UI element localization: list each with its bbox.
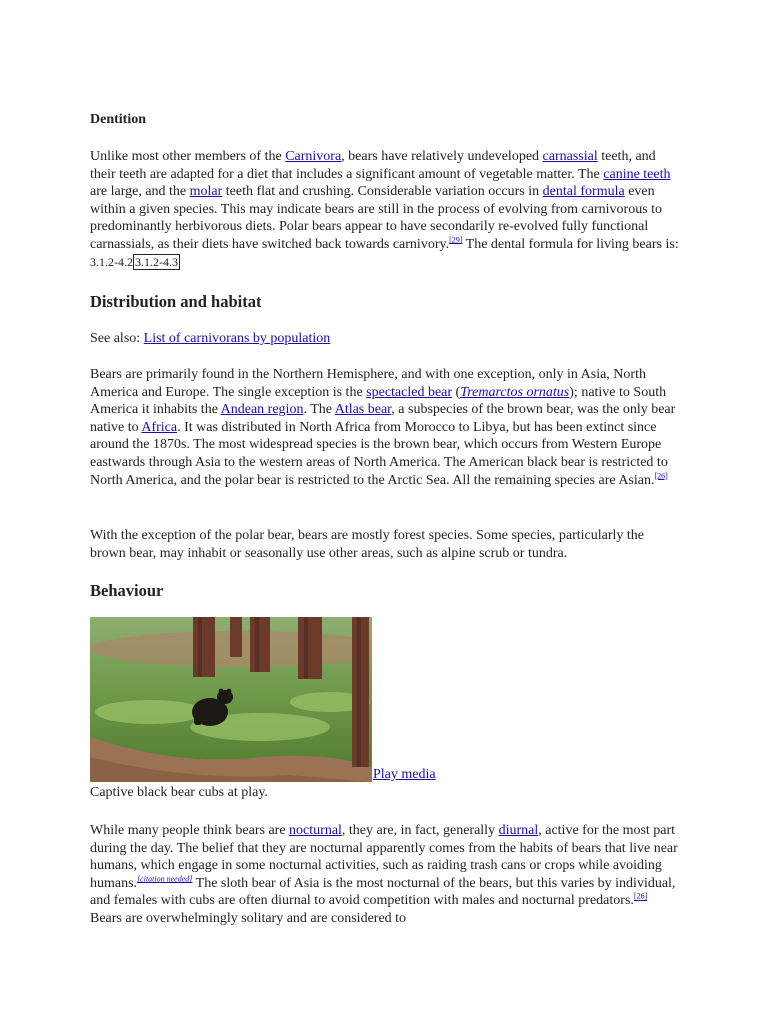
text-run: Bears are primarily found in the Northern Hemisphere, and with one exception, only in Asia, North America and Europe. The single exception is the — [90, 367, 646, 400]
link-list-of-carnivorans[interactable]: List of carnivorans by population — [143, 331, 331, 346]
see-also-line — [90, 330, 680, 348]
link-andean-region[interactable]: Andean region — [220, 402, 304, 418]
text-run: teeth flat and crushing. Considerable variation occurs in — [222, 184, 543, 200]
dentition-paragraph — [90, 148, 680, 271]
bear-cubs-photo[interactable] — [90, 617, 372, 782]
citation-needed-link[interactable]: [citation needed] — [137, 874, 193, 884]
distribution-paragraph-2: With the exception of the polar bear, bears are mostly forest species. Some species, particularly the brown bear, may inhabit or seasonally use other areas, such as alpine scrub or tundra. — [90, 528, 645, 561]
text-run: are large, and the — [90, 184, 190, 200]
text-run: even within a given species. This may indicate bears are still in the process of evolving from carnivorous to predominantly herbivorous diets. Polar bears appear to have secondarily re-evolved fully functional carnassials, as their diets have switched back towards carnivory. — [90, 184, 663, 252]
text-run: . It was distributed in North Africa from Morocco to Libya, but has been extinct since around the 1870s. The most widespread species is the brown bear, which occurs from Western Europe eastwards through Asia to the western areas of North America. The American black bear is restricted to North America, and the polar bear is restricted to the Arctic Sea. All the remaining species are Asian. — [90, 419, 668, 488]
link-spectacled-bear[interactable]: spectacled bear — [366, 384, 453, 400]
section-heading-behaviour: Behaviour — [90, 581, 164, 600]
link-diurnal[interactable]: diurnal — [498, 823, 539, 838]
link-canine-teeth[interactable]: canine teeth — [603, 166, 671, 182]
dental-formula-boxed: 3.1.2-4.3 — [135, 254, 178, 269]
dental-formula-value: 3.1.2-4.2 — [90, 254, 133, 269]
text-run: ( — [452, 384, 461, 400]
link-carnivora[interactable]: Carnivora — [285, 149, 342, 164]
text-run: Unlike most other members of the — [90, 149, 286, 164]
link-nocturnal[interactable]: nocturnal — [289, 823, 342, 838]
play-media-link[interactable]: Play media — [373, 767, 436, 782]
text-run: , a subspecies of the brown bear, was the only bear native to — [90, 402, 676, 435]
section-heading-distribution: Distribution and habitat — [90, 292, 262, 311]
link-atlas-bear[interactable]: Atlas bear — [334, 402, 392, 418]
reference-link-26b[interactable]: [26] — [633, 891, 648, 901]
link-dental-formula[interactable]: dental formula — [542, 184, 625, 200]
text-run: , active for the most part during the day. The belief that they are nocturnal apparently comes from the habits of bears that live near humans, which engage in some nocturnal activities, such as raiding trash cans or crops while avoiding humans. — [90, 823, 678, 891]
behaviour-paragraph — [90, 822, 680, 928]
distribution-paragraph-1 — [90, 366, 680, 489]
text-run: , they are, in fact, generally — [341, 823, 499, 838]
link-tremarctos-ornatus[interactable]: Tremarctos ornatus — [460, 384, 570, 400]
text-run: The sloth bear of Asia is the most nocturnal of the bears, but this varies by individual, and females with cubs are often diurnal to avoid competition with males and nocturnal predators. — [90, 875, 676, 909]
text-run: teeth, and their teeth are adapted for a diet that includes a significant amount of vegetable matter. The — [90, 149, 656, 182]
section-heading-dentition: Dentition — [90, 112, 146, 127]
link-carnassial[interactable]: carnassial — [542, 149, 598, 164]
text-run: , bears have relatively undeveloped — [341, 149, 543, 164]
photo-caption: Captive black bear cubs at play. — [90, 785, 268, 800]
link-molar[interactable]: molar — [189, 184, 223, 200]
text-run: Bears are overwhelmingly solitary and are considered to — [90, 910, 407, 926]
text-run: ); native to South America it inhabits the — [90, 384, 667, 418]
see-also-label: See also: — [90, 331, 144, 346]
text-run: The dental formula for living bears is: — [462, 236, 679, 252]
reference-link-26[interactable]: [26] — [654, 470, 668, 480]
text-run: While many people think bears are — [90, 823, 290, 838]
text-run: . The — [303, 402, 335, 418]
link-africa[interactable]: Africa — [141, 419, 178, 435]
reference-link-29[interactable]: [29] — [449, 235, 463, 245]
